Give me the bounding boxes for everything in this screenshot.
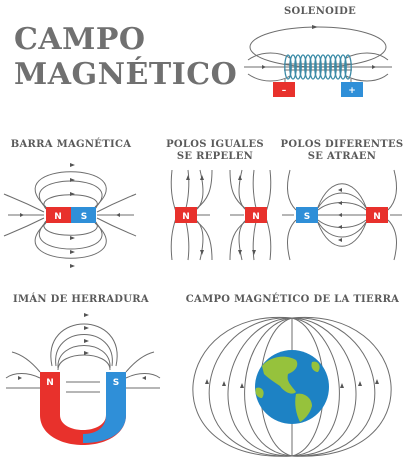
horseshoe-north-label: N: [46, 378, 54, 388]
like-poles-right-label: N: [252, 212, 260, 222]
like-poles-diagram: [171, 170, 271, 260]
solenoid-positive-sign: +: [348, 86, 356, 96]
horseshoe-label: IMÁN DE HERRADURA: [13, 294, 149, 305]
title-line-1: CAMPO: [14, 22, 146, 57]
unlike-poles-right-label: N: [373, 212, 381, 222]
unlike-poles-left-label: S: [303, 212, 311, 222]
horseshoe-diagram: [6, 313, 160, 445]
unlike-poles-line-1: POLOS DIFERENTES: [280, 139, 404, 150]
solenoid-diagram: [244, 25, 392, 97]
like-poles-line-2: SE REPELEN: [176, 151, 254, 162]
solenoid-arrow: [312, 25, 318, 29]
bar-magnet-diagram: [4, 163, 136, 268]
horseshoe-south-label: S: [112, 378, 120, 388]
solenoid-negative-sign: –: [281, 86, 287, 96]
unlike-poles-diagram: [282, 170, 402, 260]
bar-magnet-label: BARRA MAGNÉTICA: [10, 139, 132, 150]
unlike-poles-line-2: SE ATRAEN: [307, 151, 377, 162]
like-poles-left-label: N: [182, 212, 190, 222]
solenoid-label: SOLENOIDE: [283, 6, 357, 17]
title-line-2: MAGNÉTICO: [14, 57, 238, 92]
earth-diagram: [193, 317, 391, 456]
bar-magnet-south-label: S: [80, 212, 88, 222]
like-poles-line-1: POLOS IGUALES: [166, 139, 264, 150]
bar-magnet-north-label: N: [54, 212, 62, 222]
earth-label: CAMPO MAGNÉTICO DE LA TIERRA: [185, 294, 400, 305]
